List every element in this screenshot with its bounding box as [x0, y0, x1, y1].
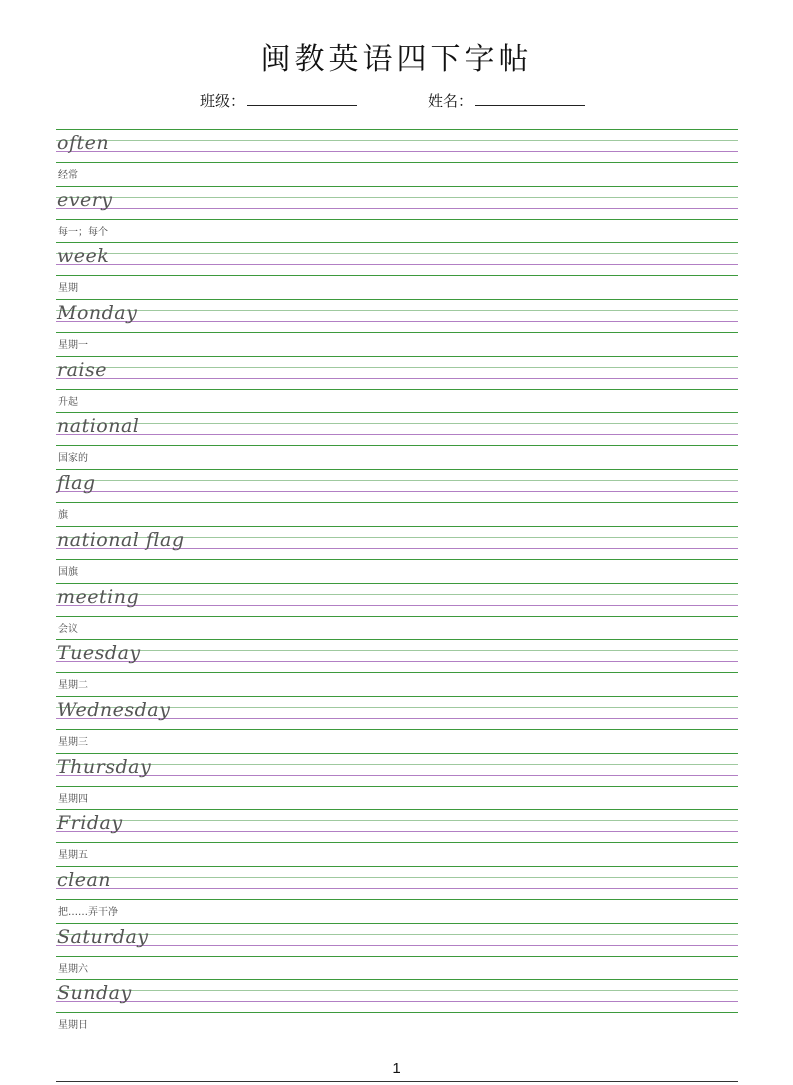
- guide-line: [56, 469, 738, 470]
- chinese-meaning: 星期: [58, 283, 78, 295]
- chinese-meaning: 经常: [58, 170, 78, 181]
- class-label: 班级：: [200, 92, 246, 110]
- page-number: 1: [392, 1060, 401, 1077]
- word-entry: [56, 412, 738, 469]
- chinese-meaning: 每一；每个: [58, 226, 108, 238]
- chinese-meaning: 星期日: [58, 1020, 88, 1032]
- guide-line: [56, 831, 738, 832]
- english-word: Thursday: [57, 755, 152, 778]
- word-entry: [56, 639, 738, 696]
- chinese-meaning: 星期六: [58, 963, 88, 975]
- english-word: Wednesday: [57, 698, 171, 721]
- guide-line: [56, 956, 738, 957]
- guide-line: [56, 945, 738, 946]
- word-entry: [56, 979, 738, 1036]
- guide-line: [56, 888, 738, 889]
- word-entry: [56, 696, 738, 753]
- guide-line: [56, 899, 738, 900]
- guide-line: [56, 356, 738, 357]
- guide-line: [56, 242, 738, 243]
- word-entry: [56, 299, 738, 356]
- word-entry: [56, 242, 738, 299]
- guide-line: [56, 842, 738, 843]
- guide-line: [56, 423, 738, 424]
- english-word: often: [57, 132, 110, 154]
- guide-line: [56, 672, 738, 673]
- page-title: 闽教英语四下字帖: [260, 42, 533, 77]
- name-label: 姓名：: [428, 92, 474, 110]
- guide-line: [56, 934, 738, 935]
- guide-line: [56, 299, 738, 300]
- english-word: national flag: [57, 528, 185, 551]
- guide-line: [56, 445, 738, 446]
- guide-line: [56, 264, 738, 265]
- guide-line: [56, 332, 738, 333]
- name-field: [428, 90, 585, 111]
- chinese-meaning: 星期一: [58, 340, 88, 352]
- chinese-meaning: 会议: [58, 623, 78, 635]
- guide-line: [56, 502, 738, 503]
- word-entry: [56, 923, 738, 980]
- guide-line: [56, 820, 738, 821]
- chinese-meaning: 升起: [58, 396, 78, 408]
- english-word: clean: [57, 868, 112, 891]
- guide-line: [56, 583, 738, 584]
- guide-line: [56, 367, 738, 368]
- guide-line: [56, 219, 738, 220]
- english-word: Tuesday: [57, 642, 141, 665]
- guide-line: [56, 186, 738, 187]
- guide-line: [56, 809, 738, 810]
- english-word: national: [57, 415, 140, 438]
- chinese-meaning: 星期五: [58, 850, 88, 862]
- guide-line: [56, 605, 738, 606]
- chinese-meaning: 星期四: [58, 793, 88, 805]
- guide-line: [56, 990, 738, 991]
- guide-line: [56, 877, 738, 878]
- word-entry: [56, 583, 738, 640]
- word-entry: [56, 356, 738, 413]
- guide-line: [56, 753, 738, 754]
- word-entry: [56, 809, 738, 866]
- guide-line: [56, 650, 738, 651]
- practice-sheet: [56, 129, 738, 1036]
- guide-line: [56, 389, 738, 390]
- guide-line: [56, 208, 738, 209]
- guide-line: [56, 639, 738, 640]
- word-entry: [56, 866, 738, 923]
- word-entry: [56, 186, 738, 243]
- guide-line: [56, 321, 738, 322]
- guide-line: [56, 310, 738, 311]
- english-word: flag: [57, 472, 96, 495]
- guide-line: [56, 559, 738, 560]
- chinese-meaning: 旗: [58, 510, 68, 522]
- footer-divider: [56, 1081, 738, 1082]
- guide-line: [56, 1001, 738, 1002]
- english-word: every: [57, 188, 113, 211]
- guide-line: [56, 786, 738, 787]
- guide-line: [56, 866, 738, 867]
- guide-line: [56, 923, 738, 924]
- guide-line: [56, 729, 738, 730]
- guide-line: [56, 764, 738, 765]
- guide-line: [56, 491, 738, 492]
- word-entry: [56, 129, 738, 186]
- chinese-meaning: 把……弄干净: [58, 906, 118, 918]
- guide-line: [56, 197, 738, 198]
- guide-line: [56, 775, 738, 776]
- chinese-meaning: 星期三: [58, 736, 88, 748]
- guide-line: [56, 979, 738, 980]
- guide-line: [56, 140, 738, 141]
- english-word: week: [57, 245, 110, 268]
- guide-line: [56, 162, 738, 163]
- guide-line: [56, 696, 738, 697]
- english-word: Saturday: [57, 925, 149, 948]
- name-blank[interactable]: [475, 91, 585, 106]
- guide-line: [56, 594, 738, 595]
- class-field: [200, 90, 357, 111]
- english-word: Sunday: [57, 982, 132, 1005]
- guide-line: [56, 378, 738, 379]
- word-entry: [56, 469, 738, 526]
- word-entry: [56, 526, 738, 583]
- english-word: Monday: [57, 302, 138, 325]
- guide-line: [56, 1012, 738, 1013]
- class-blank[interactable]: [247, 91, 357, 106]
- guide-line: [56, 480, 738, 481]
- guide-line: [56, 129, 738, 130]
- guide-line: [56, 275, 738, 276]
- english-word: meeting: [57, 585, 140, 608]
- chinese-meaning: 国旗: [58, 566, 78, 578]
- guide-line: [56, 253, 738, 254]
- guide-line: [56, 412, 738, 413]
- guide-line: [56, 661, 738, 662]
- guide-line: [56, 526, 738, 527]
- guide-line: [56, 434, 738, 435]
- guide-line: [56, 616, 738, 617]
- guide-line: [56, 151, 738, 152]
- chinese-meaning: 星期二: [58, 680, 88, 692]
- word-entry: [56, 753, 738, 810]
- english-word: raise: [57, 358, 107, 381]
- chinese-meaning: 国家的: [58, 453, 88, 465]
- english-word: Friday: [57, 812, 123, 835]
